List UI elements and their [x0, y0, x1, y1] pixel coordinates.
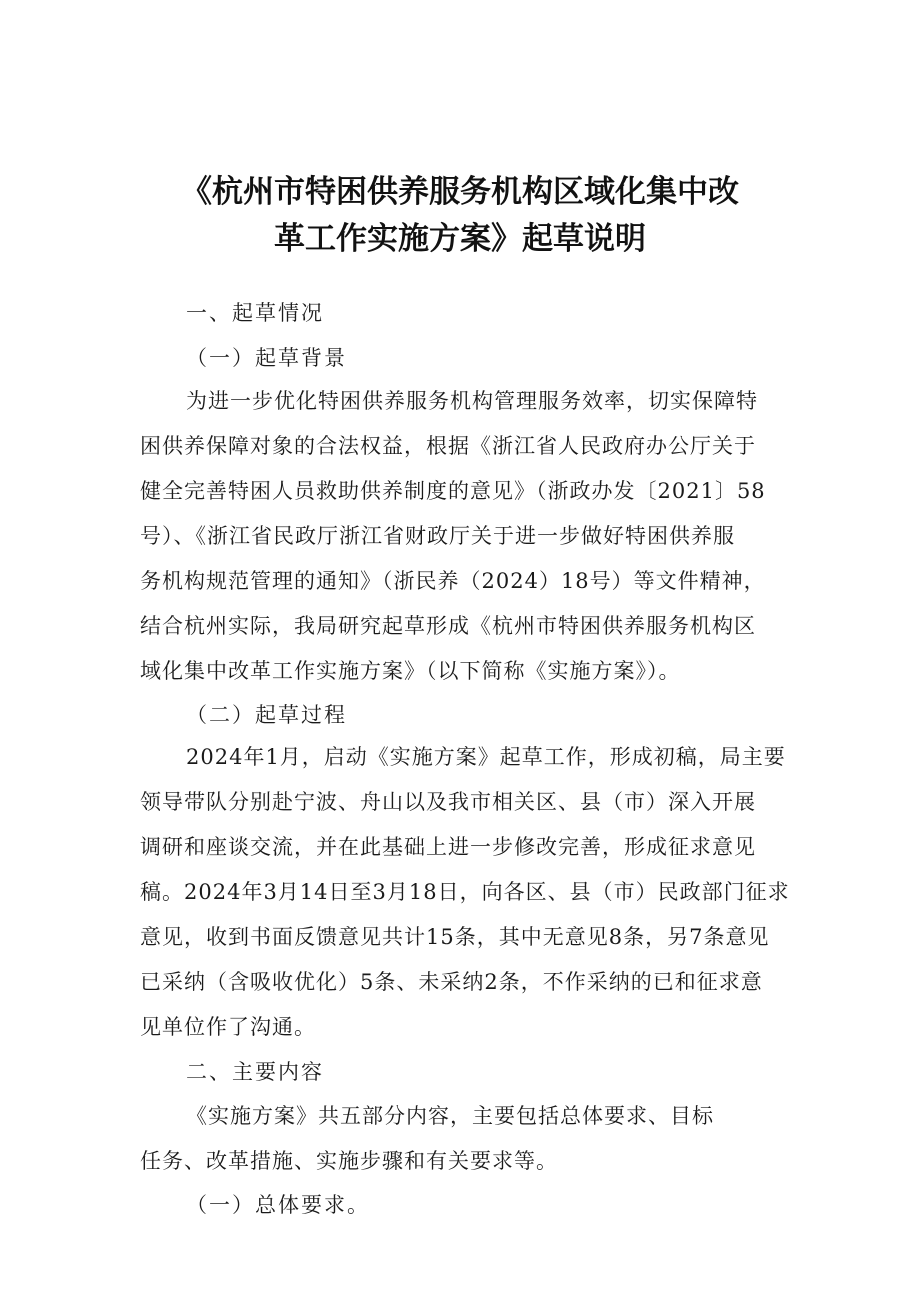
- doc-title-line-2: 革工作实施方案》起草说明: [274, 221, 646, 257]
- paragraph-line: 号）、《浙江省民政厅浙江省财政厅关于进一步做好特困供养服: [140, 524, 735, 548]
- paragraph-line: 《实施方案》共五部分内容，主要包括总体要求、目标: [186, 1104, 714, 1128]
- section-heading-drafting: 一、起草情况: [186, 301, 324, 325]
- paragraph-line: 见单位作了沟通。: [140, 1015, 316, 1039]
- paragraph-line: 调研和座谈交流，并在此基础上进一步修改完善，形成征求意见: [140, 835, 756, 859]
- doc-title-line-1: 《杭州市特困供养服务机构区域化集中改: [181, 174, 739, 210]
- paragraph-line: 困供养保障对象的合法权益，根据《浙江省人民政府办公厅关于: [140, 434, 756, 458]
- paragraph-line: 结合杭州实际，我局研究起草形成《杭州市特困供养服务机构区: [140, 614, 756, 638]
- paragraph-line: 任务、改革措施、实施步骤和有关要求等。: [140, 1149, 558, 1173]
- paragraph-line: 稿。2024年3月14日至3月18日，向各区、县（市）民政部门征求: [140, 880, 790, 904]
- paragraph-line: 为进一步优化特困供养服务机构管理服务效率，切实保障特: [186, 389, 758, 413]
- subheading-background: （一）起草背景: [186, 346, 347, 370]
- paragraph-line: 2024年1月，启动《实施方案》起草工作，形成初稿，局主要: [186, 745, 786, 769]
- paragraph-line: 务机构规范管理的通知》（浙民养（2024）18号）等文件精神，: [140, 569, 766, 593]
- paragraph-line: 意见，收到书面反馈意见共计15条，其中无意见8条，另7条意见: [140, 925, 770, 949]
- subheading-process: （二）起草过程: [186, 703, 347, 727]
- section-heading-main-content: 二、主要内容: [186, 1060, 324, 1084]
- subheading-general-requirements: （一）总体要求。: [186, 1193, 370, 1217]
- paragraph-line: 领导带队分别赴宁波、舟山以及我市相关区、县（市）深入开展: [140, 790, 756, 814]
- paragraph-line: 域化集中改革工作实施方案》（以下简称《实施方案》）。: [140, 659, 681, 683]
- paragraph-line: 健全完善特困人员救助供养制度的意见》（浙政办发〔2021〕58: [140, 479, 766, 503]
- paragraph-line: 已采纳（含吸收优化）5条、未采纳2条，不作采纳的已和征求意: [140, 970, 763, 994]
